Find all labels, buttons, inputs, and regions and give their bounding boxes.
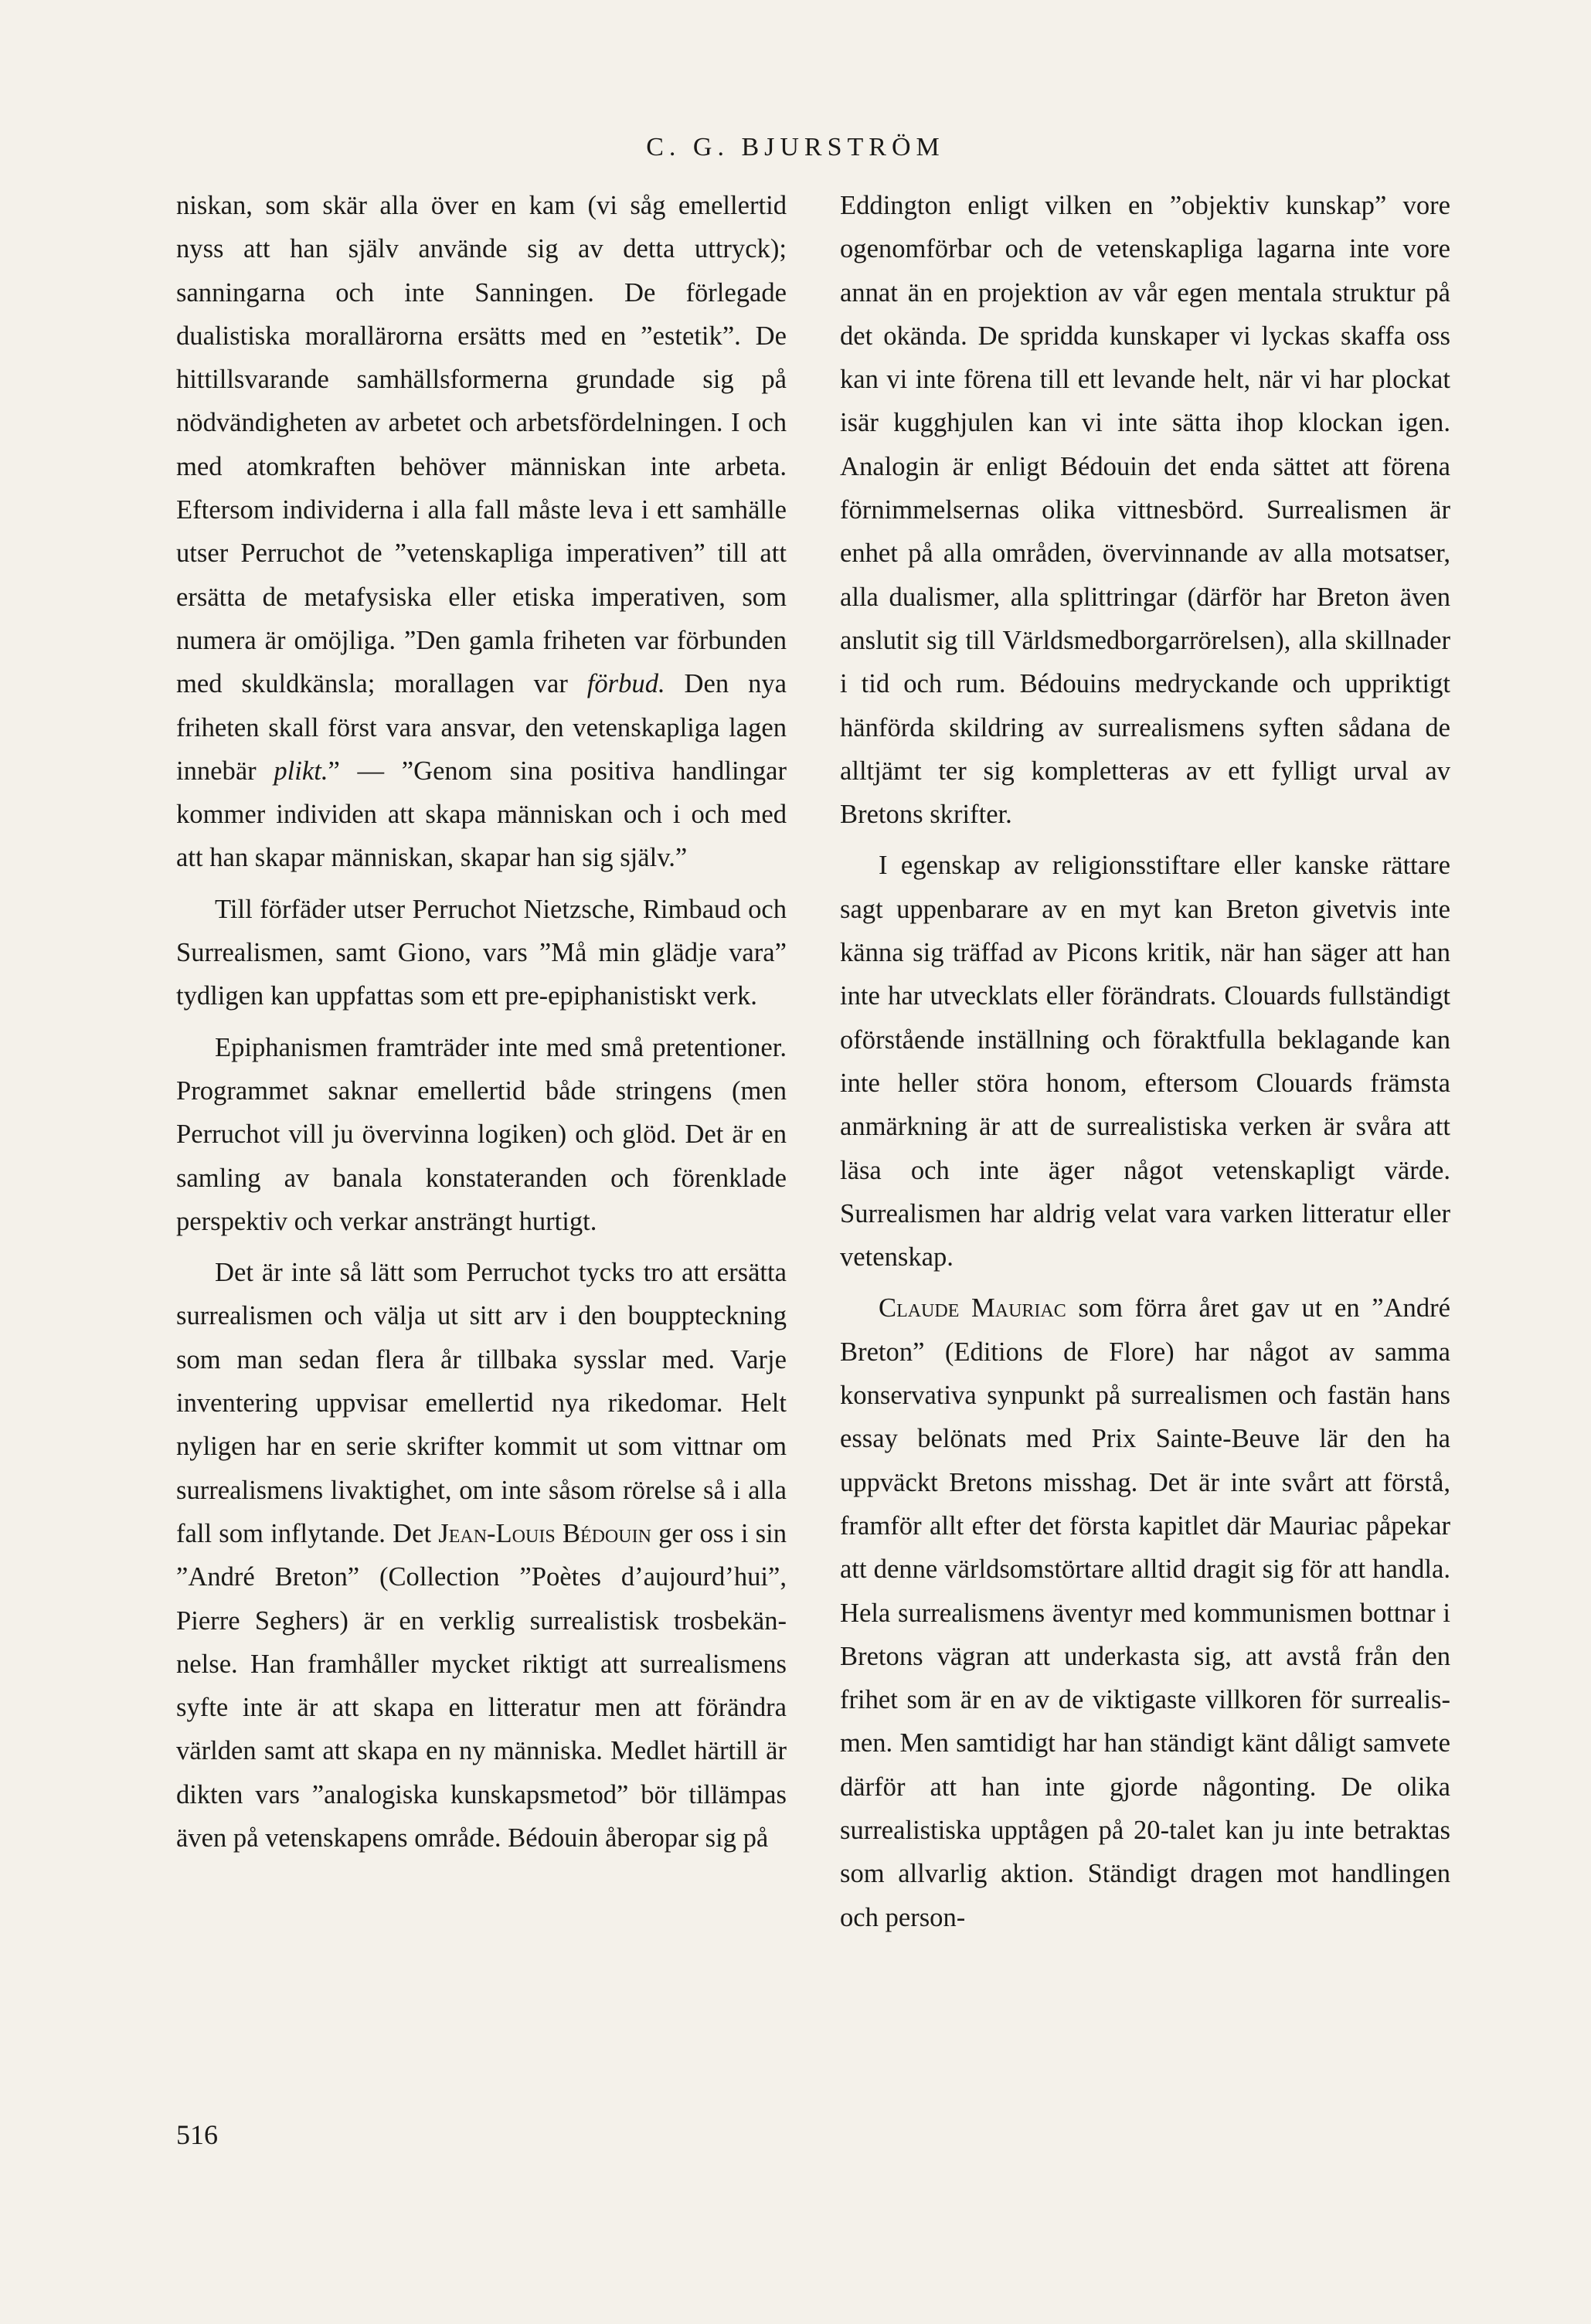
text-run: ger oss i sin ”André Breton” (Collection ”Poètes d’aujourd’hui”, Pierre Seghers) är en verklig surrealistisk trosbekännelse. Han framhåller mycket riktigt att surrealismens syfte inte är att skapa en litteratur men att förändra världen samt att skapa en ny människa. Medlet härtill är dikten vars ”analogiska kunskapsmetod” bör tillämpas även på vetenskapens område. Bédouin åberopar sig på <box>176 1518 787 1853</box>
running-head: C. G. BJURSTRÖM <box>646 133 945 161</box>
paragraph: Eddington enligt vilken en ”objektiv kunskap” vore ogenomförbar och de vetenskapliga lagarna inte vore annat än en projektion av vår egen mentala struktur på det okända. De spridda kunskaper vi lyckas skaffa oss kan vi inte förena till ett levande helt, när vi har plockat isär kugghjulen kan vi inte sätta ihop klockan igen. Analogin är enligt Bédouin det enda sättet att förena förnimmelsernas olika vittnesbörd. Surrealismen är enhet på alla områden, övervinnande av alla motsatser, alla dualismer, alla splittringar (därför har Breton även anslutit sig till Världsmedborgarrörelsen), alla skillnader i tid och rum. Bédouins medryckande och uppriktigt hänförda skildring av surrealismens syften sådana de alltjämt ter sig kompletteras av ett fylligt urval av Bretons skrifter. <box>840 191 1450 830</box>
paragraph <box>840 1286 1450 1938</box>
text-run: niskan, som skär alla över en kam (vi såg emellertid nyss att han själv använde sig av detta uttryck); sanningarna och inte Sanningen. De förlegade dualistiska morallärorna ersätts med en ”estetik”. De hittillsvarande samhällsformerna grundade sig på nödvändigheten av arbetet och arbetsfördelningen. I och med atomkraften behöver människan inte arbeta. Eftersom individerna i alla fall måste leva i ett samhälle utser Perruchot de ”vetenskapliga imperativen” till att ersätta de metafysiska eller etiska imperativen, som numera är omöjliga. ”Den gamla friheten var förbunden med skuldkänsla; morallagen var <box>176 191 787 699</box>
page-number: 516 <box>176 2119 218 2150</box>
paragraph <box>176 184 787 880</box>
text-run: som förra året gav ut en ”André Breton” (Editions de Flore) har något av samma konservativa synpunkt på surrealismen och fastän hans essay belönats med Prix Sainte-Beuve lär den ha uppväckt Bretons misshag. Det är inte svårt att förstå, framför allt efter det första kapitlet där Mauriac påpekar att denne världsomstörtare alltid dragit sig för att handla. Hela surrealismens äventyr med kommunismen bottnar i Bretons vägran att underkasta sig, att avstå från den frihet som är en av de viktigaste villkoren för surrealismen. Men samtidigt har han ständigt känt dåligt samvete därför att han inte gjorde någonting. De olika surrealistiska upptågen på 20-talet kan ju inte betraktas som allvarlig aktion. Ständigt dragen mot handlingen och person- <box>840 1293 1450 1932</box>
right-column <box>840 184 1450 1939</box>
text-run: ” — ”Genom sina positiva handlingar kommer individen att skapa människan och i och med att han skapar människan, skapar han sig själv.” <box>176 756 787 873</box>
author-name: Jean-Louis Bédouin <box>438 1518 651 1548</box>
text-run: Den nya friheten skall först vara ansvar, den vetenskapliga lagen innebär <box>176 669 787 786</box>
paragraph: I egenskap av religionsstiftare eller kanske rättare sagt uppenbarare av en myt kan Breton givetvis inte känna sig träffad av Picons kritik, när han säger att han inte har utvecklats eller förändrats. Clouards fullständigt oförstående inställning och föraktfulla beklagande kan inte heller störa honom, eftersom Clouards främsta anmärkning är att de surrealistiska verken är svåra att läsa och inte äger något vetenskapligt värde. Surrealismen har aldrig velat vara varken litteratur eller vetenskap. <box>840 851 1450 1272</box>
text-run: Det är inte så lätt som Perruchot tycks tro att ersätta surrealismen och välja ut sitt arv i den bouppteckning som man sedan flera år tillbaka sysslar med. Varje inventering uppvisar emellertid nya rikedomar. Helt nyligen har en serie skrifter kommit ut som vittnar om surrealismens livaktighet, om inte såsom rörelse så i alla fall som inflytande. Det <box>176 1258 787 1548</box>
author-name: Claude Mauriac <box>879 1293 1066 1323</box>
paragraph <box>176 1251 787 1860</box>
paragraph: Epiphanismen framträder inte med små pretentioner. Programmet saknar emellertid både stringens (men Perruchot vill ju övervinna logiken) och glöd. Det är en samling av banala konstateranden och förenklade perspektiv och verkar ansträngt hurtigt. <box>176 1032 787 1236</box>
left-column <box>176 184 787 1860</box>
paragraph: Till förfäder utser Perruchot Nietzsche, Rimbaud och Surrealismen, samt Giono, vars ”Må min glädje vara” tydligen kan uppfattas som ett pre-epiphanistiskt verk. <box>176 894 787 1011</box>
italic-text: förbud. <box>586 669 665 699</box>
italic-text: plikt. <box>274 756 328 786</box>
